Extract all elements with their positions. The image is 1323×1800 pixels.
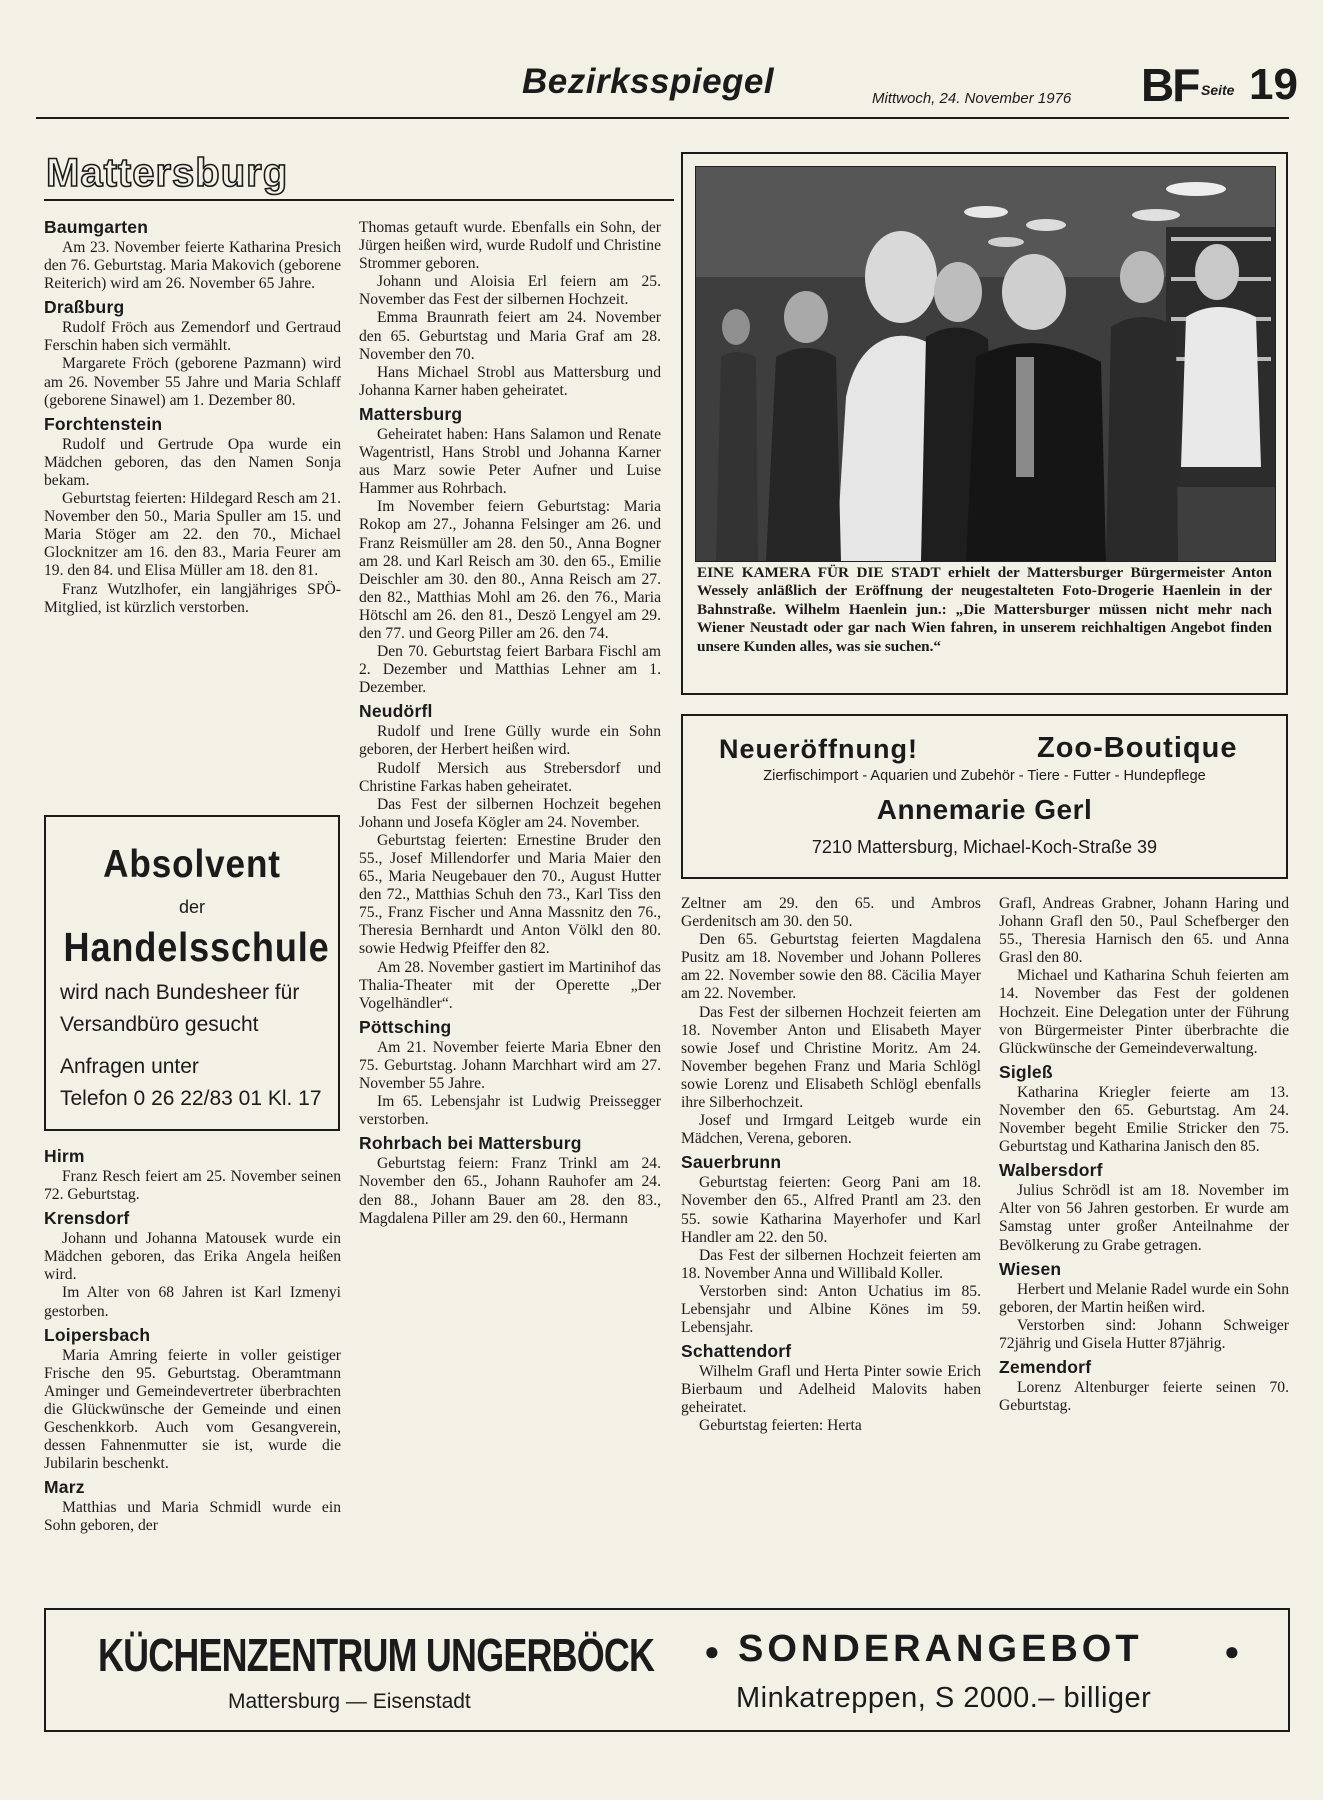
article-paragraph: Geburtstag feierten: Hildegard Resch am 21. November den 50., Maria Spuller am 15. und Maria Stöger am 22. den 70., Michael Glocknitzer am 16. den 83., Maria Feurer am 19. den 84. und Elisa Müller am 18. den 81.: [44, 490, 341, 580]
photo-caption-lead: EINE KAMERA FÜR DIE STADT: [697, 564, 941, 581]
ad-absolvent-phone: Telefon 0 26 22/83 01 Kl. 17: [60, 1087, 322, 1110]
section-heading: Rohrbach bei Mattersburg: [359, 1133, 582, 1154]
article-paragraph: Den 70. Geburtstag feiert Barbara Fischl am 2. Dezember und Matthias Lehner am 1. Dezember.: [359, 643, 661, 697]
article-paragraph: Rudolf und Irene Güllу wurde ein Sohn geboren, der Herbert heißen wird.: [359, 723, 661, 759]
article-paragraph: Franz Resch feiert am 25. November seinen 72. Geburtstag.: [44, 1168, 341, 1204]
section-heading: Zemendorf: [999, 1356, 1092, 1377]
article-paragraph: Johann und Johanna Matousek wurde ein Mädchen geboren, das Erika Angela heißen wird.: [44, 1230, 341, 1284]
ad-zoo-owner: Annemarie Gerl: [876, 794, 1093, 825]
article-paragraph: Das Fest der silbernen Hochzeit feierten am 18. November Anton und Elisabeth Mayer sowie Josef und Christine Moritz. Am 24. November begehen Franz und Maria Schlögl sowie Lorenz und Elisabeth Schlögl ebenfalls ihre Silberhochzeit.: [681, 1003, 981, 1112]
article-paragraph: Matthias und Maria Schmidl wurde ein Sohn geboren, der: [44, 1499, 341, 1535]
article-paragraph: Verstorben sind: Anton Uchatius im 85. Lebensjahr und Albine Könes im 59. Lebensjahr.: [681, 1282, 981, 1337]
district-rule: [44, 199, 674, 201]
article-paragraph: Geburtstag feierten: Georg Pani am 18. November den 65., Alfred Prantl am 23. den 55. sowie Katharina Mayerhofer und Karl Handler am 22. den 50.: [681, 1174, 981, 1246]
ad-absolvent-line6: Anfragen unter: [60, 1055, 199, 1078]
ad-absolvent-line3: Handelsschule: [63, 924, 330, 970]
article-paragraph: Geburtstag feiern: Franz Trinkl am 24. November den 65., Johann Rauhofer am 24. den 88., Johann Bauer am 28. den 83., Magdalena Piller am 29. den 60., Hermann: [359, 1155, 661, 1227]
section-heading: Draßburg: [44, 297, 125, 318]
section-heading: Neudörfl: [359, 701, 433, 722]
photo-caption: [697, 564, 1272, 656]
section-heading: Walbersdorf: [999, 1160, 1103, 1181]
bullet-icon-left: ●: [704, 1636, 720, 1666]
section-heading: Forchtenstein: [44, 413, 163, 434]
article-paragraph: Geburtstag feierten: Ernestine Bruder den 55., Josef Millendorfer und Maria Maier den 65., Maria Neugebauer den 70., August Hutter den 72., Matthias Schuh den 73., Karl Tiss den 75., Franz Fischer und Anna Massnitz den 76., Theresia Bernhardt und Anton Völkl den 80. sowie Hedwig Pfeiffer den 82.: [359, 831, 661, 958]
section-heading: Marz: [44, 1477, 85, 1498]
article-paragraph: Im November feiern Geburtstag: Maria Rokop am 27., Johanna Felsinger am 26. und Franz Reismüller am 28. den 50., Anna Bogner am 28. und Karl Reisch am 30. den 65., Emilie Deischler am 30. den 80., Anna Reisch am 27. den 82., Matthias Mohl am 26. den 76., Maria Hötschl am 26. den 81., Deszö Lengyel am 29. den 77. und Georg Piller am 26. den 74.: [359, 498, 661, 642]
article-paragraph: Im Alter von 68 Jahren ist Karl Izmenyi gestorben.: [44, 1284, 341, 1320]
ad-bottom: [44, 1608, 1290, 1732]
section-heading: Sauerbrunn: [681, 1152, 782, 1173]
section-title: Bezirksspiegel: [522, 62, 775, 101]
article-paragraph: Michael und Katharina Schuh feierten am 14. November das Fest der goldenen Hochzeit. Eine Delegation unter der Führung von Bürgermeister Pinter überbrachte die Glückwünsche der Gemeindeverwaltung.: [999, 967, 1289, 1057]
ad-zoo-products: Zierfischimport - Aquarien und Zubehör - Tiere - Futter - Hundepflege: [763, 768, 1206, 784]
section-heading: Wiesen: [999, 1258, 1062, 1279]
header-rule: [36, 117, 1289, 119]
article-paragraph: Zeltner am 29. den 65. und Ambros Gerdenitsch am 30. den 50.: [681, 895, 981, 931]
article-paragraph: Wilhelm Grafl und Herta Pinter sowie Erich Bierbaum und Adelheid Malovits haben geheiratet.: [681, 1363, 981, 1417]
article-paragraph: Lorenz Altenburger feierte seinen 70. Geburtstag.: [999, 1378, 1289, 1415]
ad-zoo-boutique: [681, 714, 1288, 879]
photo-box: [681, 152, 1288, 695]
article-paragraph: Johann und Aloisia Erl feiern am 25. November das Fest der silbernen Hochzeit.: [359, 273, 661, 309]
photo-caption-text: erhielt der Mattersburger Bürgermeister Anton Wessely anläßlich der Eröffnung der neugestalteten Foto-Drogerie Haenlein in der Bahnstraße. Wilhelm Haenlein jun.: „Die Mattersburger müssen nicht mehr nach Wiener Neustadt oder gar nach Wien fahren, in unserem reichhaltigen Angebot finden unsere Kunden alles, was sie suchen.“: [697, 564, 1272, 655]
article-paragraph: Das Fest der silbernen Hochzeit begehen Johann und Josefa Kögler am 24. November.: [359, 795, 661, 831]
article-paragraph: Margarete Fröch (geborene Pazmann) wird am 26. November 55 Jahre und Maria Schlaff (geborene Sinawel) am 1. Dezember 80.: [44, 355, 341, 409]
ad-zoo-opening: Neueröffnung!: [719, 734, 918, 764]
page-header: [0, 0, 1323, 120]
article-paragraph: Im 65. Lebensjahr ist Ludwig Preissegger verstorben.: [359, 1093, 661, 1129]
column-4: [999, 895, 1289, 1415]
article-paragraph: Rudolf Fröch aus Zemendorf und Gertraud Ferschin haben sich vermählt.: [44, 319, 341, 355]
page-word: Seite: [1201, 82, 1235, 98]
article-paragraph: Katharina Kriegler feierte am 13. November den 65. Geburtstag. Am 24. November begeht Emilie Stricker den 75. Geburtstag und Katharina Janisch den 85.: [999, 1083, 1289, 1156]
article-paragraph: Herbert und Melanie Radel wurde ein Sohn geboren, der Martin heißen wird.: [999, 1280, 1289, 1316]
page-number: 19: [1249, 60, 1298, 109]
ad-absolvent-line1: Absolvent: [103, 843, 281, 886]
article-paragraph: Am 28. November gastiert im Martinihof das Thalia-Theater mit der Operette „Der Vogelhändler“.: [359, 958, 661, 1012]
column-1-lower: [44, 1146, 341, 1536]
ad-sonderangebot-title: SONDERANGEBOT: [738, 1628, 1143, 1670]
article-paragraph: Hans Michael Strobl aus Mattersburg und Johanna Karner haben geheiratet.: [359, 363, 661, 399]
article-paragraph: Den 65. Geburtstag feierten Magdalena Pusitz am 18. November und Johann Polleres am 22. November sowie den 88. Cäcilia Mayer am 22. November.: [681, 931, 981, 1003]
section-heading: Mattersburg: [359, 403, 463, 424]
ad-zoo-shop: Zoo-Boutique: [1037, 732, 1238, 764]
press-photo: [695, 166, 1276, 562]
ad-absolvent-line2: der: [178, 897, 205, 917]
photo-image: [696, 167, 1275, 561]
article-paragraph: Rudolf Mersich aus Strebersdorf und Christine Farkas haben geheiratet.: [359, 759, 661, 795]
ad-kuechenzentrum-title: KÜCHENZENTRUM UNGERBÖCK: [98, 1629, 655, 1681]
ad-absolvent: [44, 815, 340, 1131]
ad-kuechenzentrum-locations: Mattersburg — Eisenstadt: [228, 1690, 471, 1713]
ad-zoo-address: 7210 Mattersburg, Michael-Koch-Straße 39: [811, 837, 1158, 857]
section-heading: Schattendorf: [681, 1341, 792, 1362]
ad-absolvent-line4: wird nach Bundesheer für: [60, 981, 300, 1004]
district-title: Mattersburg: [46, 151, 289, 195]
section-heading: Baumgarten: [44, 217, 149, 237]
article-paragraph: Geburtstag feierten: Herta: [699, 1417, 862, 1435]
section-heading: Hirm: [44, 1146, 85, 1166]
article-paragraph: Franz Wutzlhofer, ein langjähriges SPÖ-Mitglied, ist kürzlich verstorben.: [44, 580, 341, 616]
section-heading: Krensdorf: [44, 1208, 130, 1229]
article-paragraph: Das Fest der silbernen Hochzeit feierten am 18. November Anna und Willibald Koller.: [681, 1246, 981, 1282]
article-paragraph: Am 21. November feierte Maria Ebner den 75. Geburtstag. Johann Marchhart wird am 27. November 55 Jahre.: [359, 1038, 661, 1093]
column-1: [44, 217, 341, 617]
section-heading: Pöttsching: [359, 1016, 452, 1037]
column-2: [359, 219, 661, 1228]
article-paragraph: Grafl, Andreas Grabner, Johann Haring und Johann Grafl den 50., Paul Schefberger den 55., Theresia Harnisch den 65. und Anna Grasl den 80.: [999, 895, 1289, 967]
ad-sonderangebot-offer: Minkatreppen, S 2000.– billiger: [736, 1682, 1152, 1714]
section-heading: Loipersbach: [44, 1324, 151, 1345]
article-paragraph: Am 23. November feierte Katharina Presich den 76. Geburtstag. Maria Makovich (geborene Reiterich) wird am 26. November 65 Jahre.: [44, 239, 341, 293]
article-paragraph: Julius Schrödl ist am 18. November im Alter von 56 Jahren gestorben. Er wurde am Samstag unter großer Anteilnahme der Bevölkerung zu Grabe getragen.: [999, 1182, 1289, 1254]
article-paragraph: Geheiratet haben: Hans Salamon und Renate Wagentristl, Hans Strobl und Johanna Karner aus Marz sowie Peter Aufner und Luise Hammer aus Rohrbach.: [359, 425, 661, 498]
article-paragraph: Emma Braunrath feiert am 24. November den 65. Geburtstag und Maria Graf am 28. November den 70.: [359, 309, 661, 363]
article-paragraph: Rudolf und Gertrude Opa wurde ein Mädchen geboren, das den Namen Sonja bekam.: [44, 435, 341, 489]
column-3: [681, 895, 981, 1436]
section-heading: Sigleß: [999, 1061, 1053, 1082]
article-paragraph: Maria Amring feierte in voller geistiger Frische den 95. Geburtstag. Oberamtmann Aminger und Gemeindevertreter überbrachten die Glückwünsche der Gemeinde und einen Geschenkkorb. Auch vom Gesangverein, dessen Fahnenmutter sie ist, wurde die Jubilarin beschenkt.: [44, 1346, 341, 1473]
ad-absolvent-line5: Versandbüro gesucht: [60, 1013, 259, 1036]
article-paragraph: Thomas getauft wurde. Ebenfalls ein Sohn, der Jürgen heißen wird, wurde Rudolf und Christine Strommer geboren.: [359, 219, 661, 273]
publication-logo: BF: [1141, 59, 1199, 111]
bullet-icon-right: ●: [1224, 1636, 1240, 1666]
article-paragraph: Josef und Irmgard Leitgeb wurde ein Mädchen, Verena, geboren.: [681, 1112, 981, 1148]
issue-date: Mittwoch, 24. November 1976: [872, 90, 1072, 107]
article-paragraph: Verstorben sind: Johann Schweiger 72jährig und Gisela Hutter 87jährig.: [999, 1316, 1289, 1352]
